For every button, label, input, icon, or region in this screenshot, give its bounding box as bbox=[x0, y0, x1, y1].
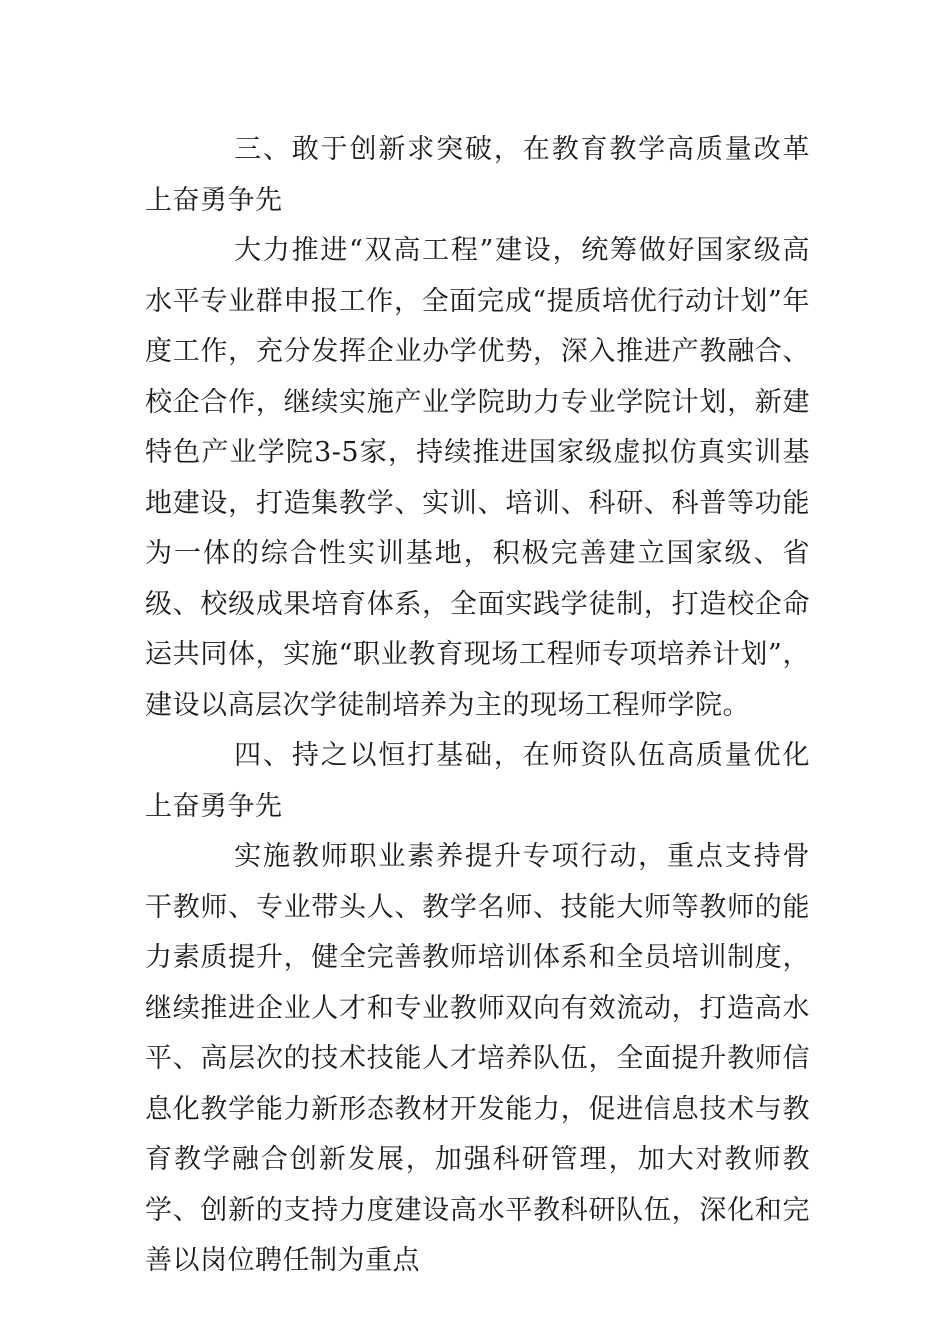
section-heading-3: 三、敢于创新求突破，在教育教学高质量改革上奋勇争先 bbox=[145, 134, 810, 216]
document-body bbox=[145, 125, 810, 1287]
section-body-3: 大力推进“双高工程”建设，统筹做好国家级高水平专业群申报工作，全面完成“提质培优行动计划”年度工作，充分发挥企业办学优势，深入推进产教融合、校企合作，继续实施产业学院助力专业学院计划，新建特色产业学院3-5家，持续推进国家级虚拟仿真实训基地建设，打造集教学、实训、培训、科研、科普等功能为一体的综合性实训基地，积极完善建立国家级、省级、校级成果培育体系，全面实践学徒制，打造校企命运共同体，实施“职业教育现场工程师专项培养计划”，建设以高层次学徒制培养为主的现场工程师学院。 bbox=[145, 235, 810, 721]
section-body-4: 实施教师职业素养提升专项行动，重点支持骨干教师、专业带头人、教学名师、技能大师等教师的能力素质提升，健全完善教师培训体系和全员培训制度，继续推进企业人才和专业教师双向有效流动，打造高水平、高层次的技术技能人才培养队伍，全面提升教师信息化教学能力新形态教材开发能力，促进信息技术与教育教学融合创新发展，加强科研管理，加大对教师教学、创新的支持力度建设高水平教科研队伍，深化和完善以岗位聘任制为重点 bbox=[145, 841, 810, 1276]
section-heading-4: 四、持之以恒打基础，在师资队伍高质量优化上奋勇争先 bbox=[145, 740, 810, 822]
